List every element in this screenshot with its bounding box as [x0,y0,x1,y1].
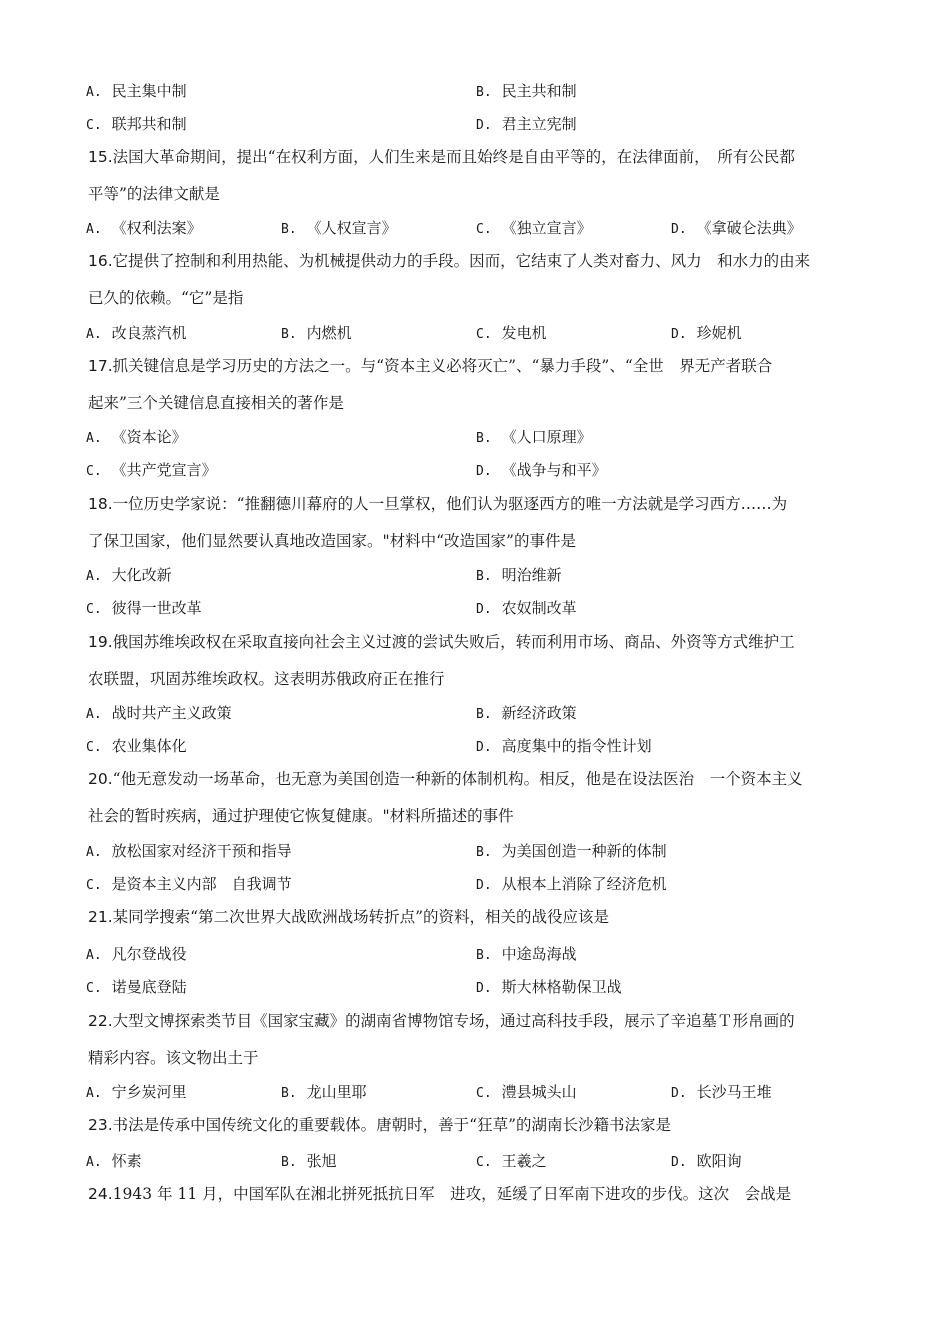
q19-option-c: C. 农业集体化 [86,737,187,755]
q18-stem-line2: 了保卫国家，他们显然要认真地改造国家。"材料中“改造国家”的事件是 [88,532,576,550]
q17-number: 17. [88,357,113,375]
q18-option-d: D. 农奴制改革 [476,599,577,617]
q24-stem-line1: 24.1943 年 11 月，中国军队在湘北拼死抵抗日军 进攻，延缓了日军南下进攻的步伐。这次 会战是 [88,1185,792,1203]
q17-option-c: C. 《共产党宣言》 [86,461,217,479]
q14-option-d: D. 君主立宪制 [476,115,577,133]
q19-option-a: A. 战时共产主义政策 [86,704,232,722]
q23-option-b: B. 张旭 [281,1152,337,1170]
q21-option-c: C. 诺曼底登陆 [86,978,187,996]
q20-option-b: B. 为美国创造一种新的体制 [476,842,667,860]
q16-number: 16. [88,252,113,270]
q21-stem-line1: 21.某同学搜索“第二次世界大战欧洲战场转折点”的资料，相关的战役应该是 [88,908,610,926]
q19-option-d: D. 高度集中的指令性计划 [476,737,652,755]
q19-number: 19. [88,633,113,651]
q16-stem-line1: 16.它提供了控制和利用热能、为机械提供动力的手段。因而，它结束了人类对畜力、风力 和水力的由来 [88,252,811,270]
q19-stem-line1: 19.俄国苏维埃政权在采取直接向社会主义过渡的尝试失败后，转而利用市场、商品、外资等方式维护工 [88,633,795,651]
q23-option-c: C. 王羲之 [476,1152,547,1170]
q15-option-b: B. 《人权宣言》 [281,219,397,237]
q15-stem-line2: 平等”的法律文献是 [88,185,220,203]
q14-option-c: C. 联邦共和制 [86,115,187,133]
q22-option-d: D. 长沙马王堆 [671,1083,772,1101]
q15-stem-line1: 15.法国大革命期间，提出“在权利方面，人们生来是而且始终是自由平等的，在法律面前， 所有公民都 [88,148,795,166]
q17-option-d: D. 《战争与和平》 [476,461,607,479]
q14-option-b: B. 民主共和制 [476,82,577,100]
q15-option-c: C. 《独立宣言》 [476,219,592,237]
q23-option-d: D. 欧阳询 [671,1152,742,1170]
q20-option-d: D. 从根本上消除了经济危机 [476,875,667,893]
q16-option-d: D. 珍妮机 [671,324,742,342]
q17-option-b: B. 《人口原理》 [476,428,592,446]
q22-stem-line2: 精彩内容。该文物出土于 [88,1049,259,1067]
q17-stem-line1: 17.抓关键信息是学习历史的方法之一。与“资本主义必将灭亡”、“暴力手段”、“全世 界无产者联合 [88,357,773,375]
q18-option-c: C. 彼得一世改革 [86,599,202,617]
q24-number: 24. [88,1185,113,1203]
q20-option-c: C. 是资本主义内部 自我调节 [86,875,292,893]
q18-stem-line1: 18.一位历史学家说：“推翻德川幕府的人一旦掌权，他们认为驱逐西方的唯一方法就是学习西方……为 [88,495,788,513]
q20-stem-line2: 社会的暂时疾病，通过护理使它恢复健康。"材料所描述的事件 [88,807,514,825]
q16-option-b: B. 内燃机 [281,324,352,342]
q23-number: 23. [88,1116,113,1134]
q23-option-a: A. 怀素 [86,1152,142,1170]
q22-stem-line1: 22.大型文博探索类节目《国家宝藏》的湖南省博物馆专场，通过高科技手段，展示了辛追墓Ｔ形帛画的 [88,1012,795,1030]
q23-stem-line1: 23.书法是传承中国传统文化的重要载体。唐朝时，善于“狂草”的湖南长沙籍书法家是 [88,1116,672,1134]
q17-stem-line2: 起来”三个关键信息直接相关的著作是 [88,394,344,412]
q21-option-d: D. 斯大林格勒保卫战 [476,978,622,996]
q21-option-a: A. 凡尔登战役 [86,945,187,963]
q22-option-a: A. 宁乡炭河里 [86,1083,187,1101]
q19-stem-line2: 农联盟，巩固苏维埃政权。这表明苏俄政府正在推行 [88,670,445,688]
q20-option-a: A. 放松国家对经济干预和指导 [86,842,292,860]
q15-option-a: A. 《权利法案》 [86,219,202,237]
q19-option-b: B. 新经济政策 [476,704,577,722]
q17-option-a: A. 《资本论》 [86,428,187,446]
q18-number: 18. [88,495,113,513]
q20-stem-line1: 20.“他无意发动一场革命，也无意为美国创造一种新的体制机构。相反，他是在设法医治 一个资本主义 [88,770,803,788]
q18-option-a: A. 大化改新 [86,566,172,584]
q21-number: 21. [88,908,113,926]
q18-option-b: B. 明治维新 [476,566,562,584]
q21-option-b: B. 中途岛海战 [476,945,577,963]
q16-option-c: C. 发电机 [476,324,547,342]
q16-stem-line2: 已久的依赖。“它”是指 [88,289,244,307]
q20-number: 20. [88,770,113,788]
q16-option-a: A. 改良蒸汽机 [86,324,187,342]
q22-number: 22. [88,1012,113,1030]
q15-number: 15. [88,148,113,166]
q22-option-c: C. 澧县城头山 [476,1083,577,1101]
q15-option-d: D. 《拿破仑法典》 [671,219,802,237]
q14-option-a: A. 民主集中制 [86,82,187,100]
q22-option-b: B. 龙山里耶 [281,1083,367,1101]
